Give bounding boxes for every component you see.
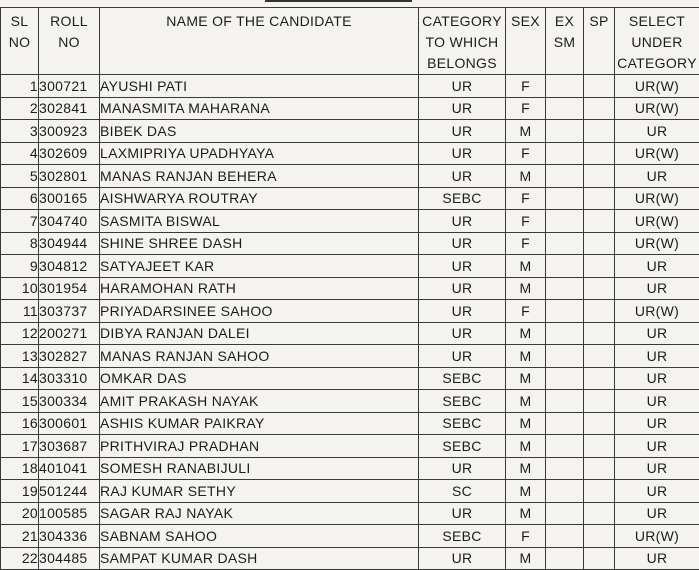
candidate-name-cell: MANAS RANJAN SAHOO [100,345,419,368]
sp-cell [584,367,615,390]
sex-cell: M [506,435,546,458]
sl-no-cell: 13 [1,345,39,368]
sex-cell: F [506,525,546,548]
selection-table [0,7,699,570]
sex-cell: M [506,345,546,368]
sl-no-cell: 20 [1,502,39,525]
sex-cell: F [506,187,546,210]
ex-sm-cell [546,120,584,143]
selected-category-cell: UR(W) [615,525,699,548]
sp-cell [584,232,615,255]
sex-cell: M [506,367,546,390]
roll-no-cell: 302801 [39,165,100,188]
roll-no-cell: 300165 [39,187,100,210]
ex-sm-cell [546,457,584,480]
roll-no-cell: 303687 [39,435,100,458]
roll-no-cell: 304944 [39,232,100,255]
roll-no-cell: 401041 [39,457,100,480]
sl-no-cell: 5 [1,165,39,188]
sp-cell [584,277,615,300]
sex-cell: F [506,75,546,98]
header-select-category: SELECT UNDER CATEGORY [615,8,699,75]
roll-no-cell: 304740 [39,210,100,233]
header-sp: SP [584,8,615,75]
ex-sm-cell [546,97,584,120]
selected-category-cell: UR(W) [615,232,699,255]
sp-cell [584,502,615,525]
table-row [1,345,699,368]
selected-category-cell: UR [615,120,699,143]
table-header [1,8,699,75]
selected-category-cell: UR [615,255,699,278]
table-body [1,75,699,570]
sl-no-cell: 3 [1,120,39,143]
roll-no-cell: 300601 [39,412,100,435]
table-row [1,142,699,165]
sex-cell: M [506,412,546,435]
candidate-name-cell: AYUSHI PATI [100,75,419,98]
candidate-name-cell: MANASMITA MAHARANA [100,97,419,120]
table-row [1,75,699,98]
header-category: CATEGORY TO WHICH BELONGS [419,8,506,75]
sl-no-cell: 17 [1,435,39,458]
sex-cell: M [506,120,546,143]
ex-sm-cell [546,277,584,300]
sl-no-cell: 1 [1,75,39,98]
sex-cell: F [506,210,546,233]
sex-cell: M [506,255,546,278]
ex-sm-cell [546,210,584,233]
table-row [1,187,699,210]
candidate-name-cell: SABNAM SAHOO [100,525,419,548]
table-row [1,210,699,233]
selected-category-cell: UR [615,480,699,503]
ex-sm-cell [546,345,584,368]
roll-no-cell: 303737 [39,300,100,323]
roll-no-cell: 304812 [39,255,100,278]
sp-cell [584,255,615,278]
category-cell: SC [419,480,506,503]
header-roll-no: ROLL NO [39,8,100,75]
ex-sm-cell [546,412,584,435]
ex-sm-cell [546,502,584,525]
roll-no-cell: 300923 [39,120,100,143]
ex-sm-cell [546,480,584,503]
table-row [1,165,699,188]
sp-cell [584,120,615,143]
category-cell: UR [419,345,506,368]
table-row [1,435,699,458]
sl-no-cell: 18 [1,457,39,480]
candidate-name-cell: SAMPAT KUMAR DASH [100,547,419,570]
ex-sm-cell [546,435,584,458]
sl-no-cell: 16 [1,412,39,435]
candidate-name-cell: AMIT PRAKASH NAYAK [100,390,419,413]
sp-cell [584,525,615,548]
sp-cell [584,165,615,188]
sl-no-cell: 6 [1,187,39,210]
sex-cell: M [506,547,546,570]
ex-sm-cell [546,525,584,548]
selected-category-cell: UR(W) [615,142,699,165]
category-cell: UR [419,232,506,255]
sex-cell: M [506,457,546,480]
sex-cell: M [506,390,546,413]
roll-no-cell: 301954 [39,277,100,300]
header-sex: SEX [506,8,546,75]
selected-category-cell: UR [615,412,699,435]
candidate-name-cell: SHINE SHREE DASH [100,232,419,255]
sp-cell [584,210,615,233]
category-cell: UR [419,210,506,233]
candidate-name-cell: OMKAR DAS [100,367,419,390]
sp-cell [584,480,615,503]
sex-cell: F [506,142,546,165]
category-cell: UR [419,97,506,120]
ex-sm-cell [546,255,584,278]
roll-no-cell: 302841 [39,97,100,120]
roll-no-cell: 302827 [39,345,100,368]
table-row [1,457,699,480]
selected-category-cell: UR [615,277,699,300]
sl-no-cell: 14 [1,367,39,390]
roll-no-cell: 300721 [39,75,100,98]
selected-category-cell: UR [615,345,699,368]
candidate-name-cell: SAGAR RAJ NAYAK [100,502,419,525]
selected-category-cell: UR [615,390,699,413]
sp-cell [584,97,615,120]
sex-cell: M [506,480,546,503]
sex-cell: F [506,97,546,120]
top-underline [265,0,412,2]
table-row [1,322,699,345]
ex-sm-cell [546,322,584,345]
category-cell: UR [419,142,506,165]
roll-no-cell: 304485 [39,547,100,570]
selected-category-cell: UR(W) [615,210,699,233]
category-cell: UR [419,457,506,480]
selected-category-cell: UR [615,322,699,345]
roll-no-cell: 200271 [39,322,100,345]
candidate-name-cell: SASMITA BISWAL [100,210,419,233]
sp-cell [584,412,615,435]
roll-no-cell: 501244 [39,480,100,503]
sp-cell [584,142,615,165]
sp-cell [584,322,615,345]
ex-sm-cell [546,390,584,413]
table-row [1,255,699,278]
sp-cell [584,435,615,458]
candidate-name-cell: PRITHVIRAJ PRADHAN [100,435,419,458]
sl-no-cell: 19 [1,480,39,503]
category-cell: UR [419,165,506,188]
candidate-name-cell: RAJ KUMAR SETHY [100,480,419,503]
sl-no-cell: 22 [1,547,39,570]
sp-cell [584,345,615,368]
sp-cell [584,457,615,480]
sp-cell [584,300,615,323]
ex-sm-cell [546,300,584,323]
ex-sm-cell [546,367,584,390]
sex-cell: M [506,502,546,525]
sl-no-cell: 8 [1,232,39,255]
table-row [1,525,699,548]
sl-no-cell: 2 [1,97,39,120]
table-row [1,97,699,120]
candidate-name-cell: BIBEK DAS [100,120,419,143]
sp-cell [584,75,615,98]
sl-no-cell: 15 [1,390,39,413]
selected-category-cell: UR(W) [615,300,699,323]
candidate-name-cell: AISHWARYA ROUTRAY [100,187,419,210]
table-row [1,390,699,413]
roll-no-cell: 304336 [39,525,100,548]
category-cell: UR [419,300,506,323]
roll-no-cell: 100585 [39,502,100,525]
candidate-name-cell: ASHIS KUMAR PAIKRAY [100,412,419,435]
category-cell: SEBC [419,435,506,458]
selected-category-cell: UR [615,435,699,458]
category-cell: UR [419,255,506,278]
sl-no-cell: 9 [1,255,39,278]
roll-no-cell: 302609 [39,142,100,165]
candidate-name-cell: MANAS RANJAN BEHERA [100,165,419,188]
selected-category-cell: UR [615,547,699,570]
ex-sm-cell [546,165,584,188]
sex-cell: M [506,322,546,345]
category-cell: SEBC [419,525,506,548]
sex-cell: F [506,232,546,255]
roll-no-cell: 303310 [39,367,100,390]
selected-category-cell: UR [615,165,699,188]
table-row [1,277,699,300]
sp-cell [584,547,615,570]
table-row [1,367,699,390]
sl-no-cell: 7 [1,210,39,233]
ex-sm-cell [546,187,584,210]
category-cell: UR [419,120,506,143]
header-ex-sm: EX SM [546,8,584,75]
ex-sm-cell [546,232,584,255]
category-cell: SEBC [419,367,506,390]
sl-no-cell: 4 [1,142,39,165]
sp-cell [584,390,615,413]
candidate-name-cell: LAXMIPRIYA UPADHYAYA [100,142,419,165]
table-row [1,300,699,323]
sl-no-cell: 11 [1,300,39,323]
candidate-name-cell: SATYAJEET KAR [100,255,419,278]
candidate-name-cell: SOMESH RANABIJULI [100,457,419,480]
sp-cell [584,187,615,210]
roll-no-cell: 300334 [39,390,100,413]
category-cell: UR [419,75,506,98]
table-row [1,120,699,143]
header-candidate-name: NAME OF THE CANDIDATE [100,8,419,75]
sl-no-cell: 12 [1,322,39,345]
sex-cell: M [506,277,546,300]
category-cell: SEBC [419,412,506,435]
category-cell: UR [419,322,506,345]
category-cell: UR [419,547,506,570]
ex-sm-cell [546,547,584,570]
table-row [1,412,699,435]
selected-category-cell: UR(W) [615,97,699,120]
table-row [1,480,699,503]
candidate-name-cell: PRIYADARSINEE SAHOO [100,300,419,323]
selected-category-cell: UR(W) [615,187,699,210]
candidate-name-cell: DIBYA RANJAN DALEI [100,322,419,345]
selected-category-cell: UR(W) [615,75,699,98]
sl-no-cell: 21 [1,525,39,548]
ex-sm-cell [546,142,584,165]
category-cell: SEBC [419,187,506,210]
header-sl-no: SL NO [1,8,39,75]
selected-category-cell: UR [615,367,699,390]
ex-sm-cell [546,75,584,98]
category-cell: UR [419,502,506,525]
sl-no-cell: 10 [1,277,39,300]
selected-category-cell: UR [615,502,699,525]
sex-cell: M [506,165,546,188]
category-cell: SEBC [419,390,506,413]
sex-cell: F [506,300,546,323]
candidate-name-cell: HARAMOHAN RATH [100,277,419,300]
table-row [1,547,699,570]
category-cell: UR [419,277,506,300]
selected-category-cell: UR [615,457,699,480]
table-row [1,232,699,255]
table-row [1,502,699,525]
